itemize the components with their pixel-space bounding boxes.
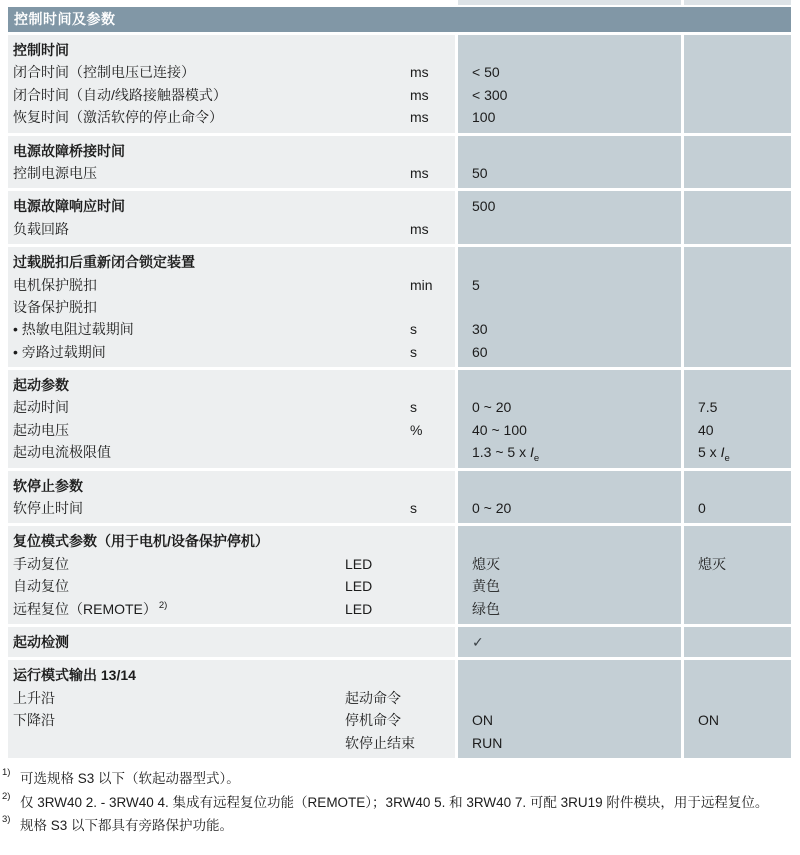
table-row <box>8 475 455 497</box>
value-cell-2 <box>684 575 791 597</box>
spec-table <box>8 35 791 758</box>
footnote-text: 可选规格 S3 以下（软起动器型式）。 <box>20 770 240 786</box>
footnote-text: 规格 S3 以下都具有旁路保护功能。 <box>20 818 234 834</box>
value-column-1 <box>458 526 681 624</box>
value-cell-2: ON <box>698 712 719 729</box>
value-cell-2 <box>684 475 791 497</box>
value-cell-2 <box>684 732 791 754</box>
value-cell-2 <box>684 341 791 363</box>
row-sublabel: 软停止结束 <box>345 734 415 751</box>
value-cell-1 <box>458 296 681 318</box>
label-column <box>8 191 455 244</box>
value-cell-2 <box>684 274 791 296</box>
value-cell-2 <box>684 318 791 340</box>
value-cell-2: 5 x $I_e$ <box>698 444 730 465</box>
table-row <box>8 687 455 709</box>
value-cell-2 <box>684 598 791 620</box>
row-label: 自动复位 <box>13 578 69 595</box>
value-column-1 <box>458 247 681 367</box>
footnote-text: 仅 3RW40 2. - 3RW40 4. 集成有远程复位功能（REMOTE）；3RW40 5. 和 3RW40 7. 可配 3RU19 附件模块，用于远程复位。 <box>20 794 769 810</box>
row-label: • 热敏电阻过载期间 <box>13 321 134 338</box>
table-row <box>8 497 455 519</box>
sliver-spacer <box>8 0 458 5</box>
table-row <box>8 61 455 83</box>
value-cell-2 <box>684 195 791 217</box>
table-section <box>8 247 791 367</box>
value-cell-1: 0 ~ 20 <box>472 399 512 416</box>
value-column-1 <box>458 471 681 524</box>
table-row <box>8 631 455 653</box>
table-row <box>8 732 455 754</box>
footnote <box>2 768 792 790</box>
row-unit: s <box>410 399 417 416</box>
row-title: 运行模式输出 13/14 <box>13 667 136 684</box>
table-row <box>8 296 455 318</box>
footnote-ref: 2) <box>158 599 168 611</box>
row-label: 闭合时间（控制电压已连接） <box>13 64 195 81</box>
table-row <box>8 218 455 240</box>
value-cell-1: 1.3 ~ 5 x $I_e$ <box>472 444 540 465</box>
table-row <box>8 84 455 106</box>
value-cell-1: 50 <box>472 164 488 181</box>
table-row <box>8 39 455 61</box>
footnote-marker: 2) <box>2 790 11 802</box>
row-title: 过载脱扣后重新闭合锁定装置 <box>13 254 195 271</box>
row-unit: ms <box>410 164 429 181</box>
label-column <box>8 526 455 624</box>
label-column <box>8 370 455 468</box>
checkmark-icon: ✓ <box>472 633 484 650</box>
row-label: 闭合时间（自动/线路接触器模式） <box>13 86 227 103</box>
row-label: 起动电流极限值 <box>13 444 111 461</box>
label-column <box>8 35 455 133</box>
value-column-1 <box>458 35 681 133</box>
table-row <box>8 530 455 552</box>
value-column-2 <box>684 660 791 758</box>
value-cell-1: RUN <box>472 734 503 751</box>
table-row <box>8 195 455 217</box>
row-unit: ms <box>410 86 429 103</box>
row-label: 恢复时间（激活软停的停止命令） <box>13 109 223 126</box>
value-cell-2 <box>684 687 791 709</box>
row-title: 起动检测 <box>13 633 69 650</box>
table-section <box>8 191 791 244</box>
footnote-marker: 1) <box>2 766 11 778</box>
row-title: 软停止参数 <box>13 477 83 494</box>
value-column-2 <box>684 35 791 133</box>
value-cell-2 <box>684 61 791 83</box>
table-section <box>8 660 791 758</box>
value-cell-1 <box>458 475 681 497</box>
table-section <box>8 35 791 133</box>
row-label: 负载回路 <box>13 220 69 237</box>
row-sublabel: 起动命令 <box>345 689 401 706</box>
footnote <box>2 792 792 814</box>
value-column-2 <box>684 247 791 367</box>
value-cell-1: 30 <box>472 321 488 338</box>
row-label: 设备保护脱扣 <box>13 298 97 315</box>
table-row <box>8 140 455 162</box>
footnote <box>2 815 792 837</box>
row-label: 上升沿 <box>13 689 55 706</box>
table-section <box>8 370 791 468</box>
row-label: 控制电源电压 <box>13 164 97 181</box>
row-unit: ms <box>410 109 429 126</box>
row-label: 软停止时间 <box>13 500 83 517</box>
value-cell-1: 5 <box>472 276 480 293</box>
value-column-1 <box>458 660 681 758</box>
value-column-2 <box>684 136 791 189</box>
value-column-1 <box>458 136 681 189</box>
row-unit: % <box>410 421 423 438</box>
value-cell-1: < 50 <box>472 64 500 81</box>
footnotes <box>2 768 792 837</box>
row-unit: s <box>410 343 417 360</box>
previous-table-sliver <box>8 0 791 5</box>
value-cell-1: 熄灭 <box>472 555 500 572</box>
row-label: 起动电压 <box>13 421 69 438</box>
section-header-title: 控制时间及参数 <box>14 11 116 27</box>
value-cell-2 <box>684 218 791 240</box>
row-unit: s <box>410 500 417 517</box>
value-cell-2: 熄灭 <box>698 555 726 572</box>
value-cell-1 <box>458 251 681 273</box>
table-row <box>8 553 455 575</box>
row-label: 电机保护脱扣 <box>13 276 97 293</box>
value-cell-1: < 300 <box>472 86 508 103</box>
value-cell-1 <box>458 39 681 61</box>
table-row <box>8 341 455 363</box>
label-column <box>8 247 455 367</box>
row-unit: ms <box>410 220 429 237</box>
table-row <box>8 664 455 686</box>
value-column-2 <box>684 191 791 244</box>
value-cell-2: 0 <box>698 500 706 517</box>
table-row <box>8 162 455 184</box>
label-column <box>8 660 455 758</box>
value-cell-2: 7.5 <box>698 399 718 416</box>
value-cell-1: 40 ~ 100 <box>472 421 527 438</box>
label-column <box>8 627 455 657</box>
value-column-2 <box>684 526 791 624</box>
value-cell-1: 60 <box>472 343 488 360</box>
row-unit: ms <box>410 64 429 81</box>
table-row <box>8 575 455 597</box>
value-cell-1: ON <box>472 712 493 729</box>
value-cell-1: 500 <box>472 198 496 215</box>
value-column-2 <box>684 370 791 468</box>
value-cell-2 <box>684 39 791 61</box>
value-cell-1 <box>458 218 681 240</box>
label-column <box>8 471 455 524</box>
value-column-2 <box>684 627 791 657</box>
value-cell-2 <box>684 374 791 396</box>
row-title: 电源故障桥接时间 <box>13 142 125 159</box>
row-title: 复位模式参数（用于电机/设备保护停机） <box>13 533 269 550</box>
sliver-cell-2 <box>684 0 791 5</box>
row-sublabel: 停机命令 <box>345 712 401 729</box>
section-header-bar <box>8 7 791 32</box>
footnote-marker: 3) <box>2 814 11 826</box>
row-label: 手动复位 <box>13 555 69 572</box>
value-cell-2 <box>684 140 791 162</box>
table-row <box>8 318 455 340</box>
value-cell-1 <box>458 664 681 686</box>
row-unit: s <box>410 321 417 338</box>
value-cell-1: 黄色 <box>472 578 500 595</box>
table-row <box>8 374 455 396</box>
table-row <box>8 709 455 731</box>
value-column-1 <box>458 370 681 468</box>
row-unit: min <box>410 276 433 293</box>
value-cell-2 <box>684 106 791 128</box>
row-label: 下降沿 <box>13 712 55 729</box>
table-row <box>8 274 455 296</box>
table-row <box>8 441 455 463</box>
value-column-1 <box>458 627 681 657</box>
value-cell-2 <box>684 664 791 686</box>
value-cell-1: 100 <box>472 109 496 126</box>
table-section <box>8 471 791 524</box>
value-cell-1: 绿色 <box>472 600 500 617</box>
value-cell-1 <box>458 530 681 552</box>
value-cell-2 <box>684 530 791 552</box>
row-sublabel: LED <box>345 555 373 572</box>
table-section <box>8 627 791 657</box>
label-column <box>8 136 455 189</box>
value-column-1 <box>458 191 681 244</box>
value-column-2 <box>684 471 791 524</box>
row-label: 远程复位（REMOTE） <box>13 600 157 617</box>
row-title: 起动参数 <box>13 377 69 394</box>
table-section <box>8 136 791 189</box>
value-cell-1 <box>458 374 681 396</box>
value-cell-2 <box>684 631 791 653</box>
value-cell-1 <box>458 687 681 709</box>
value-cell-1: 0 ~ 20 <box>472 500 512 517</box>
value-cell-2 <box>684 162 791 184</box>
row-label: • 旁路过载期间 <box>13 343 106 360</box>
value-cell-2 <box>684 251 791 273</box>
table-row <box>8 251 455 273</box>
sliver-cell-1 <box>458 0 681 5</box>
table-section <box>8 526 791 624</box>
row-sublabel: LED <box>345 600 373 617</box>
table-row <box>8 598 455 620</box>
row-label: 起动时间 <box>13 399 69 416</box>
row-title: 控制时间 <box>13 42 69 58</box>
value-cell-1 <box>458 140 681 162</box>
table-row <box>8 396 455 418</box>
row-sublabel: LED <box>345 578 373 595</box>
table-row <box>8 419 455 441</box>
table-row <box>8 106 455 128</box>
value-cell-2: 40 <box>698 421 714 438</box>
value-cell-2 <box>684 84 791 106</box>
value-cell-2 <box>684 296 791 318</box>
row-title: 电源故障响应时间 <box>13 198 125 215</box>
